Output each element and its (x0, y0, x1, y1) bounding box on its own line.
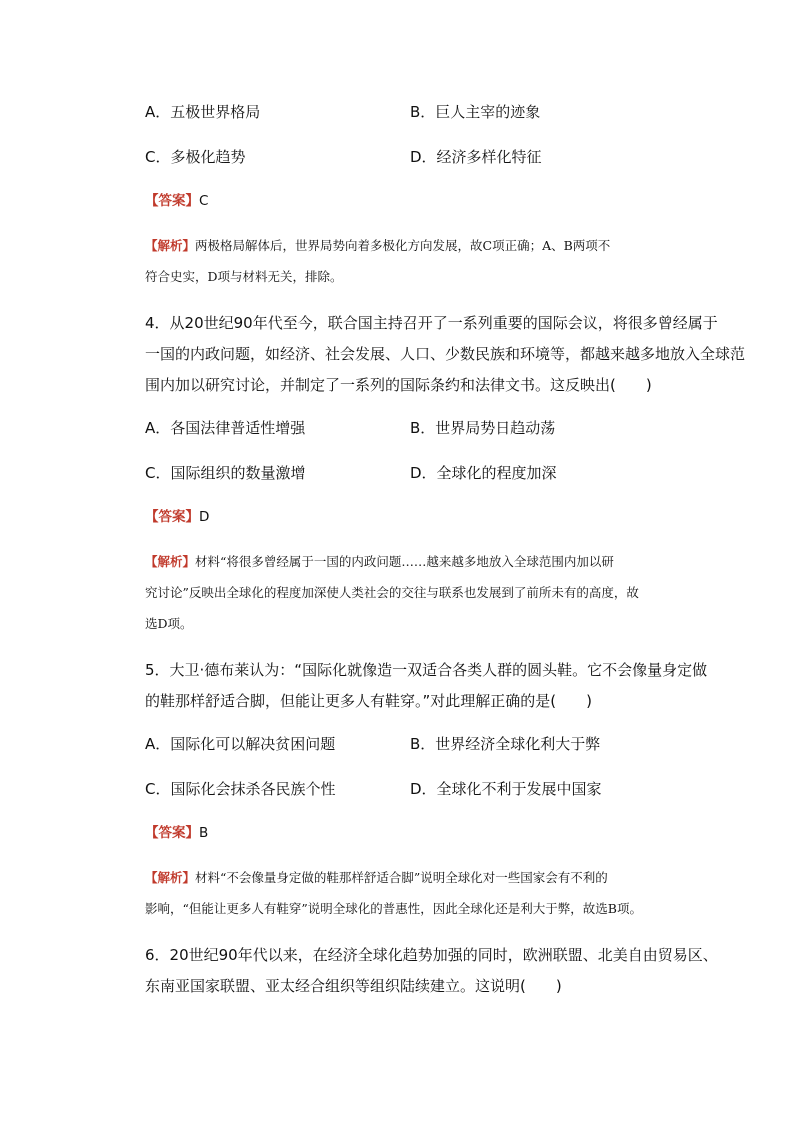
q4-option-b: B．世界局势日趋动荡 (410, 419, 556, 437)
q4-answer (145, 508, 209, 526)
q3-option-d: D．经济多样化特征 (410, 148, 542, 166)
q3-option-b: B．巨人主宰的迹象 (410, 103, 541, 121)
q3-explanation-line-1: 【解析】两极格局解体后，世界局势向着多极化方向发展，故C项正确；A、B两项不 (145, 238, 611, 253)
q5-explanation-line-2: 影响，“但能让更多人有鞋穿”说明全球化的普惠性，因此全球化还是利大于弊，故选B项。 (145, 901, 642, 916)
q5-explanation-line-1: 【解析】材料“不会像量身定做的鞋那样舒适合脚”说明全球化对一些国家会有不利的 (145, 870, 608, 885)
q4-stem-line-2: 一国的内政问题，如经济、社会发展、人口、少数民族和环境等，都越来越多地放入全球范 (145, 345, 746, 363)
q5-explanation-label: 【解析】 (145, 870, 196, 885)
q4-answer-label: 【答案】 (145, 509, 199, 525)
q4-option-c: C．国际组织的数量激增 (145, 464, 306, 482)
q3-answer-value: C (199, 193, 209, 209)
q5-answer (145, 824, 208, 842)
q5-answer-value: B (199, 825, 209, 841)
q3-option-c: C．多极化趋势 (145, 148, 246, 166)
q4-option-a: A．各国法律普适性增强 (145, 419, 306, 437)
q5-option-b: B．世界经济全球化利大于弊 (410, 735, 601, 753)
q5-option-a: A．国际化可以解决贫困问题 (145, 735, 336, 753)
q4-stem-line-3: 围内加以研究讨论，并制定了一系列的国际条约和法律文书。这反映出( ) (145, 376, 652, 394)
q3-option-a: A．五极世界格局 (145, 103, 261, 121)
q4-explanation-label: 【解析】 (145, 554, 196, 569)
q4-option-d: D．全球化的程度加深 (410, 464, 557, 482)
q3-answer-label: 【答案】 (145, 193, 199, 209)
q5-stem-line-1: 5．大卫·德布莱认为：“国际化就像造一双适合各类人群的圆头鞋。它不会像量身定做 (145, 661, 708, 679)
q6-stem-line-2: 东南亚国家联盟、亚太经合组织等组织陆续建立。这说明( ) (145, 977, 562, 995)
q5-answer-label: 【答案】 (145, 825, 199, 841)
q5-option-d: D．全球化不利于发展中国家 (410, 780, 602, 798)
q5-option-c: C．国际化会抹杀各民族个性 (145, 780, 336, 798)
q3-answer (145, 192, 208, 210)
q4-explanation-line-3: 选D项。 (145, 616, 193, 631)
q4-answer-value: D (199, 509, 210, 525)
q4-explanation-line-2: 究讨论”反映出全球化的程度加深使人类社会的交往与联系也发展到了前所未有的高度，故 (145, 585, 639, 600)
q4-stem-line-1: 4．从20世纪90年代至今，联合国主持召开了一系列重要的国际会议，将很多曾经属于 (145, 314, 718, 332)
q3-explanation-line-2: 符合史实，D项与材料无关，排除。 (145, 269, 343, 284)
q4-explanation-line-1: 【解析】材料“将很多曾经属于一国的内政问题……越来越多地放入全球范围内加以研 (145, 554, 614, 569)
q5-stem-line-2: 的鞋那样舒适合脚，但能让更多人有鞋穿。”对此理解正确的是( ) (145, 692, 592, 710)
q3-explanation-label: 【解析】 (145, 238, 196, 253)
q6-stem-line-1: 6．20世纪90年代以来，在经济全球化趋势加强的同时，欧洲联盟、北美自由贸易区、 (145, 946, 718, 964)
